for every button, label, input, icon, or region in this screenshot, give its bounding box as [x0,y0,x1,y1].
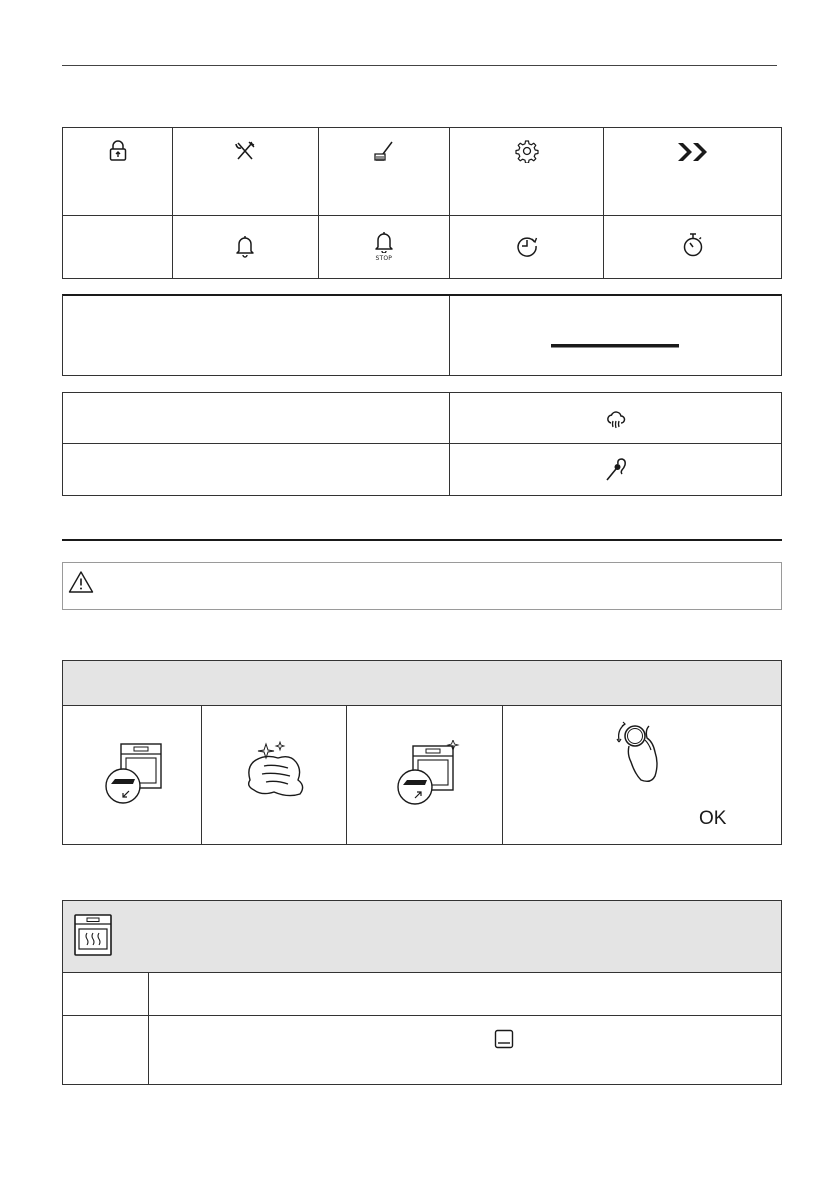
function-desc-cell [63,393,450,444]
bell-icon [235,234,255,258]
control-icons-table [62,127,782,279]
bell-cell [173,216,319,279]
stop-label: STOP [375,255,393,262]
clean-cloth-icon [244,736,308,806]
steam-cell [450,393,782,444]
double-chevron-icon [676,141,710,163]
bell-stop-cell [318,216,449,279]
cutlery-cell [173,128,319,216]
steam-cloud-icon [605,409,627,431]
settings-cell [449,128,604,216]
bell-stop-icon [374,231,394,253]
cutlery-icon [234,140,256,162]
stopwatch-icon [682,232,704,258]
display-dashes-indicator [551,343,681,349]
oven-heating-icon [74,914,112,956]
top-divider [62,65,777,66]
warning-triangle-icon [68,570,94,594]
next-cell [604,128,782,216]
ok-label: OK [699,808,727,829]
cleaning-brush-icon [372,140,396,162]
food-probe-icon [604,457,628,483]
oven-square-icon [494,1029,514,1049]
cleaning-cell [318,128,449,216]
section-divider [62,539,782,541]
heating-table [62,972,782,1085]
step-remove-accessories [63,706,202,845]
lock-cell [63,128,173,216]
heating-header [62,900,782,972]
display-box [62,294,782,376]
heating-row-label [63,973,149,1016]
display-divider [449,296,450,376]
warning-box [62,562,782,610]
insert-accessories-icon [395,740,461,806]
stopwatch-cell [604,216,782,279]
settings-gear-icon [515,139,539,163]
empty-cell [63,216,173,279]
step-insert-accessories [347,706,503,845]
function-desc-cell [63,444,450,496]
heating-row-label [63,1016,149,1085]
lock-icon [108,140,128,162]
first-use-steps-table [62,705,782,845]
step-knob-ok [503,706,782,845]
timer-clock-icon [515,234,539,258]
remove-accessories-icon [103,742,167,806]
heating-row-text [149,1016,782,1085]
probe-cell [450,444,782,496]
functions-table [62,392,782,496]
step-clean [202,706,347,845]
first-use-header [62,660,782,705]
heating-row-text [149,973,782,1016]
knob-turn-hand-icon [611,718,675,790]
timer-cell [449,216,604,279]
